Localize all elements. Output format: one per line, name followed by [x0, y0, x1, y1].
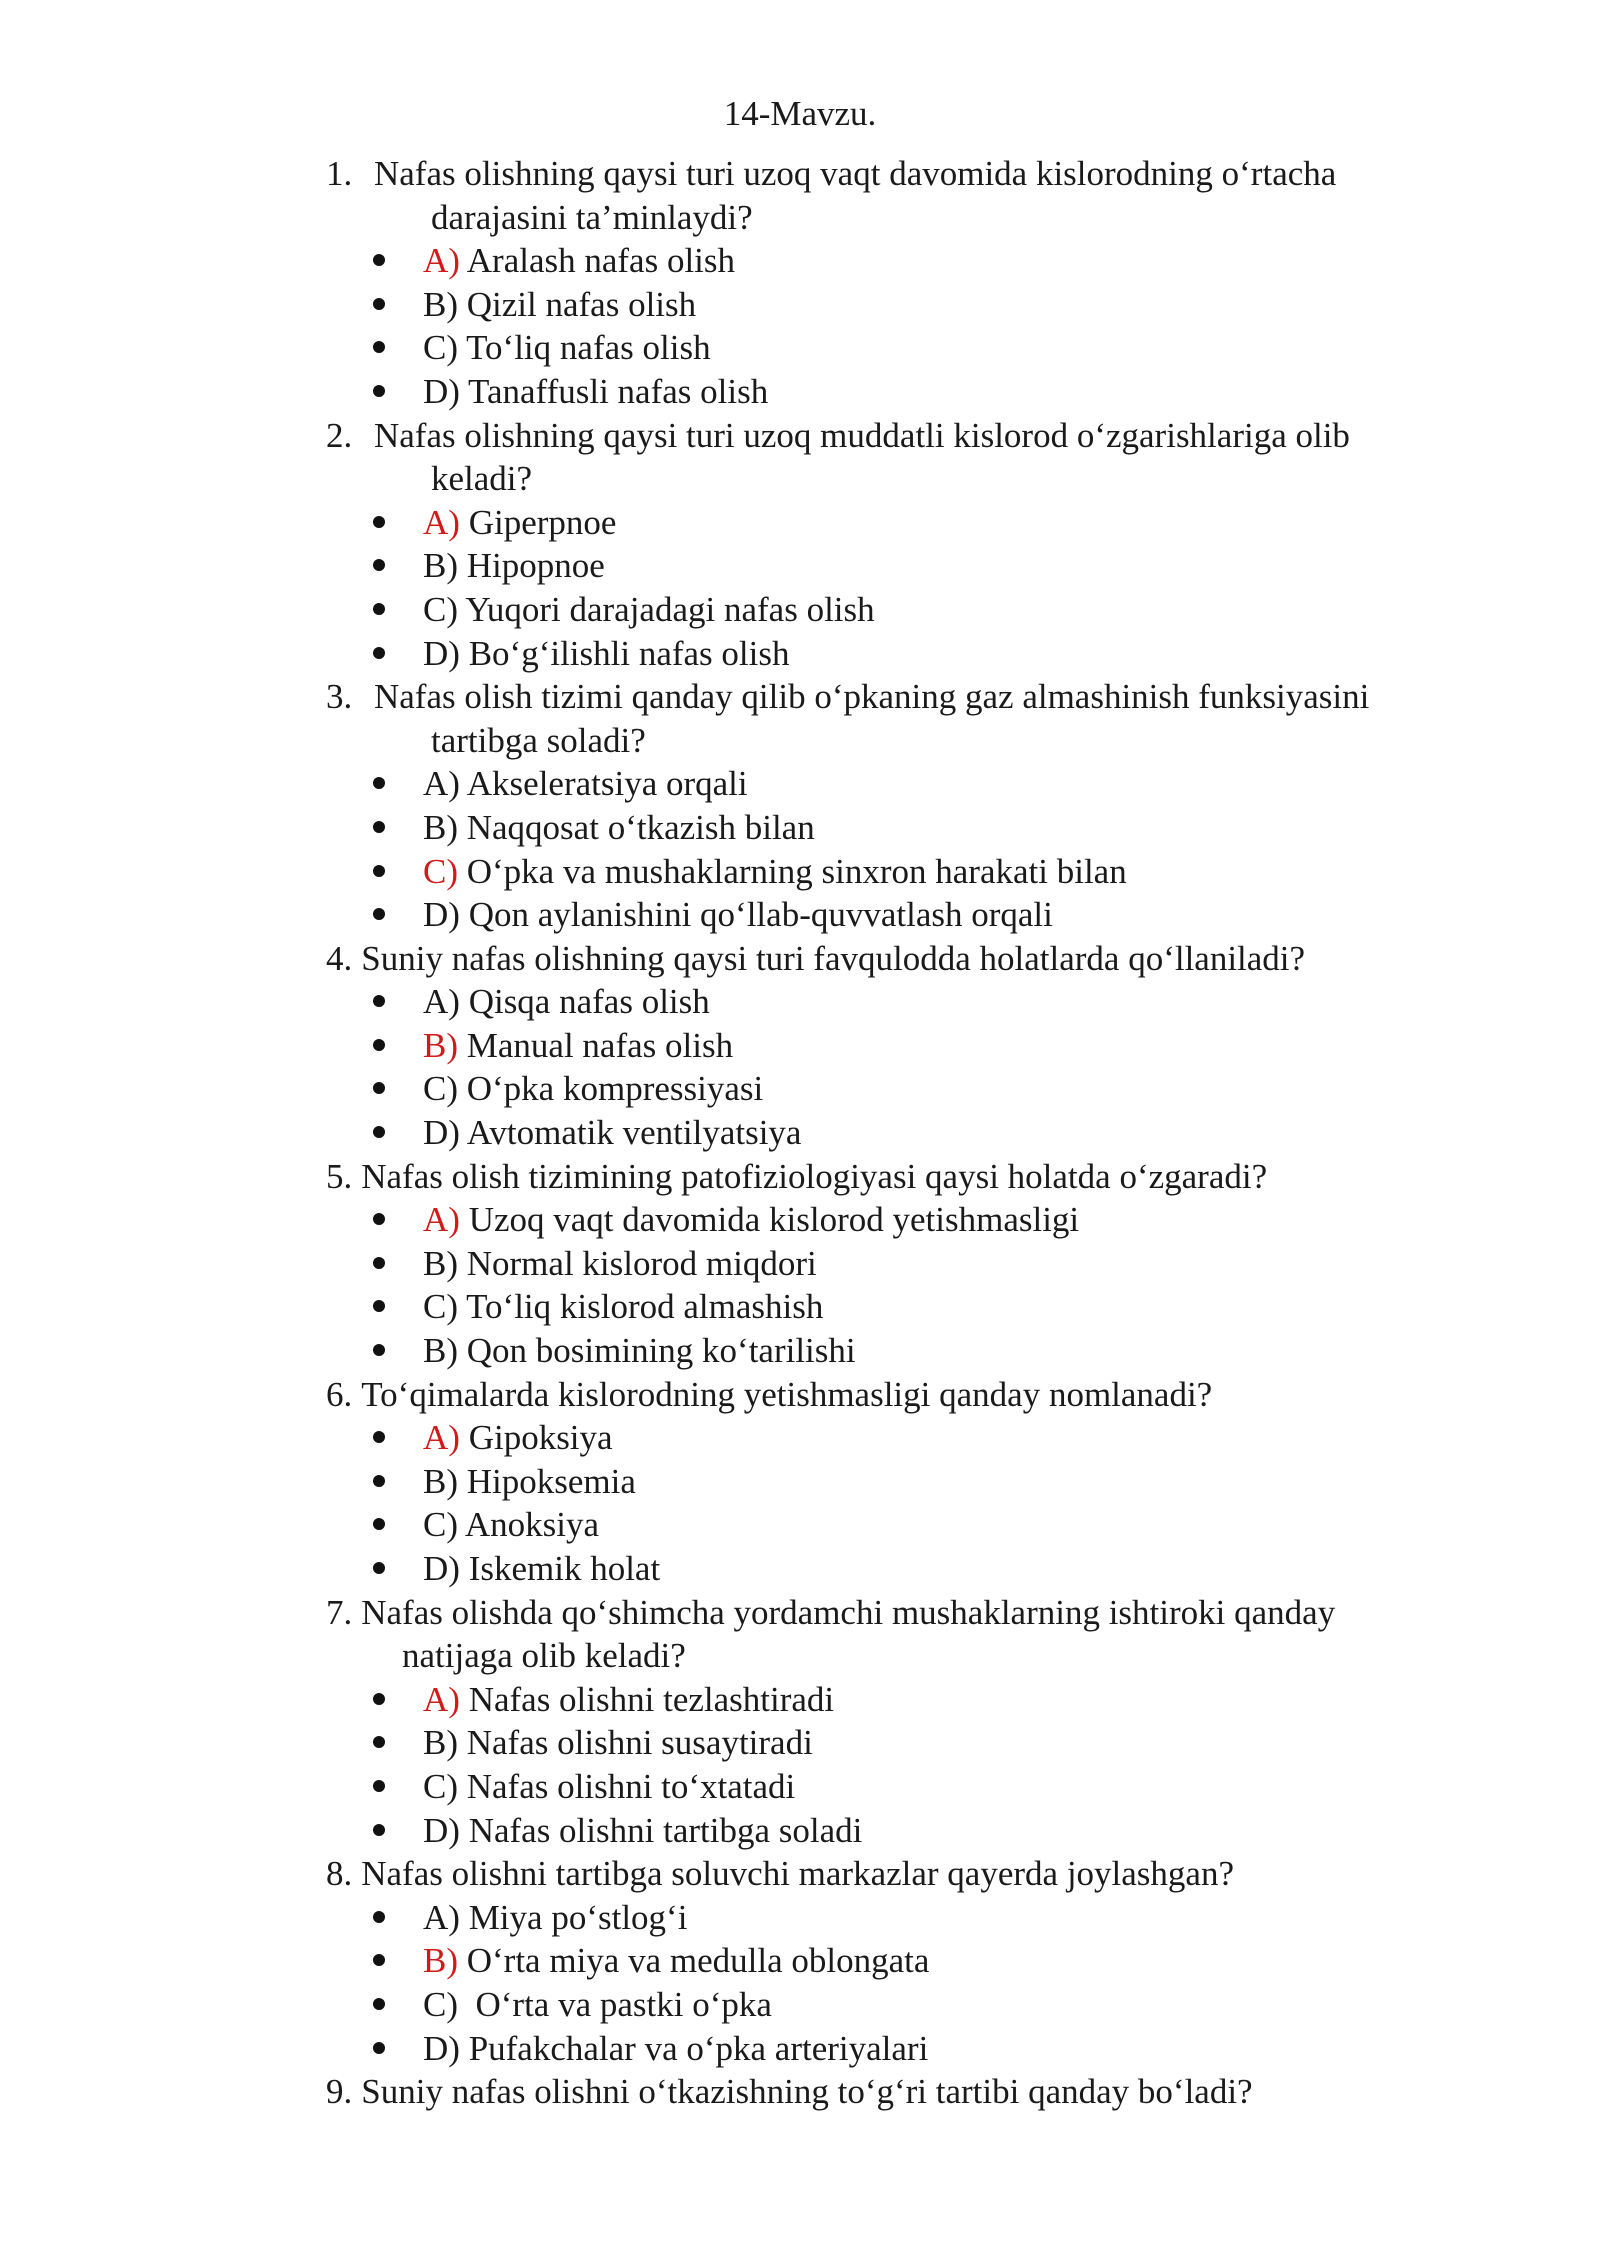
option-d: [326, 1111, 1506, 1155]
bullet-icon: [373, 1824, 385, 1836]
option-b: [326, 806, 1506, 850]
bullet-icon: [373, 1344, 385, 1356]
option-letter: D): [423, 633, 460, 673]
answer-options: [326, 501, 1506, 675]
option-text: Yuqori darajadagi nafas olish: [458, 589, 875, 629]
question-7: [326, 1591, 1506, 1853]
bullet-icon: [373, 1911, 385, 1923]
question-number: 3.: [326, 677, 353, 717]
question-text: Nafas olishda qo‘shimcha yordamchi mushaklarning ishtiroki qanday: [361, 1592, 1336, 1632]
option-text: To‘liq kislorod almashish: [458, 1287, 824, 1327]
option-letter: C): [423, 1505, 458, 1545]
question-number: 7.: [326, 1592, 353, 1632]
question-number: 6.: [326, 1374, 353, 1414]
question-text: Nafas olishni tartibga soluvchi markazlar qayerda joylashgan?: [361, 1854, 1234, 1894]
question-text: Suniy nafas olishni o‘tkazishning to‘g‘ri tartibi qanday bo‘ladi?: [361, 2072, 1253, 2112]
option-text: To‘liq nafas olish: [458, 328, 711, 368]
option-text: Nafas olishni tezlashtiradi: [459, 1679, 835, 1719]
bullet-icon: [373, 385, 385, 397]
question-9: [326, 2070, 1506, 2114]
bullet-icon: [373, 777, 385, 789]
option-c: [326, 588, 1506, 632]
option-text: Akseleratsiya orqali: [459, 764, 748, 804]
option-text: Normal kislorod miqdori: [458, 1243, 817, 1283]
option-letter: C): [423, 1287, 458, 1327]
option-letter-correct: A): [423, 502, 460, 542]
bullet-icon: [373, 1562, 385, 1574]
option-letter: D): [423, 895, 460, 935]
option-letter-correct: B): [423, 1025, 458, 1065]
option-text: Pufakchalar va o‘pka arteriyalari: [459, 2028, 929, 2068]
bullet-icon: [373, 1082, 385, 1094]
question-number: 9.: [326, 2072, 353, 2112]
option-letter: A): [423, 764, 460, 804]
answer-options: [326, 980, 1506, 1154]
question-text-continued: natijaga olib keladi?: [402, 1636, 686, 1676]
bullet-icon: [373, 908, 385, 920]
question-1: [326, 152, 1506, 414]
option-letter: B): [423, 1243, 458, 1283]
option-c: [326, 1285, 1506, 1329]
bullet-icon: [373, 1998, 385, 2010]
option-c: [326, 326, 1506, 370]
option-text: Naqqosat o‘tkazish bilan: [458, 807, 815, 847]
question-text: Nafas olishning qaysi turi uzoq vaqt davomida kislorodning o‘rtacha: [374, 154, 1337, 193]
page-title-text: 14-Mavzu.: [723, 94, 877, 133]
option-letter-correct: C): [423, 851, 458, 891]
option-c: [326, 1067, 1506, 1111]
option-letter: C): [423, 589, 458, 629]
bullet-icon: [373, 1213, 385, 1225]
option-b: [326, 1721, 1506, 1765]
option-c: [326, 850, 1506, 894]
question-8: [326, 1852, 1506, 2070]
bullet-icon: [373, 1475, 385, 1487]
option-letter: C): [423, 1984, 458, 2024]
option-letter: D): [423, 2028, 460, 2068]
option-letter-correct: B): [423, 1941, 458, 1981]
bullet-icon: [373, 865, 385, 877]
option-a: [326, 1416, 1506, 1460]
bullet-icon: [373, 2042, 385, 2054]
question-3: [326, 675, 1506, 937]
option-d: [326, 1809, 1506, 1853]
option-a: [326, 1678, 1506, 1722]
option-text: Aralash nafas olish: [459, 241, 736, 281]
option-b: [326, 1242, 1506, 1286]
option-text: Avtomatik ventilyatsiya: [459, 1113, 802, 1153]
option-text: Hipopnoe: [458, 546, 605, 586]
option-c: [326, 1765, 1506, 1809]
option-letter: C): [423, 1069, 458, 1109]
page-title: [0, 92, 1600, 136]
answer-options: [326, 239, 1506, 413]
bullet-icon: [373, 1518, 385, 1530]
bullet-icon: [373, 341, 385, 353]
option-b: [326, 283, 1506, 327]
option-text: Tanaffusli nafas olish: [459, 371, 769, 411]
option-text: Hipoksemia: [458, 1461, 636, 1501]
option-c: [326, 1503, 1506, 1547]
option-letter-correct: A): [423, 1200, 460, 1240]
option-b: [326, 1024, 1506, 1068]
option-text: Qizil nafas olish: [458, 284, 697, 324]
bullet-icon: [373, 559, 385, 571]
answer-options: [326, 1198, 1506, 1372]
bullet-icon: [373, 1693, 385, 1705]
option-text: Qisqa nafas olish: [459, 982, 710, 1022]
question-text: To‘qimalarda kislorodning yetishmasligi qanday nomlanadi?: [361, 1374, 1213, 1414]
question-number: 1.: [326, 154, 353, 193]
option-d: [326, 893, 1506, 937]
option-b: [326, 544, 1506, 588]
option-letter-correct: A): [423, 241, 460, 281]
option-text: Nafas olishni susaytiradi: [458, 1723, 813, 1763]
bullet-icon: [373, 1300, 385, 1312]
question-number: 4.: [326, 938, 353, 978]
option-text: Bo‘g‘ilishli nafas olish: [459, 633, 790, 673]
question-text: Nafas olishning qaysi turi uzoq muddatli kislorod o‘zgarishlariga olib: [374, 415, 1350, 455]
option-text: Nafas olishni to‘xtatadi: [458, 1766, 796, 1806]
option-text: Iskemik holat: [459, 1549, 661, 1588]
question-number: 8.: [326, 1854, 353, 1894]
question-2: [326, 414, 1506, 676]
question-6: [326, 1373, 1506, 1591]
question-text: Nafas olish tizimi qanday qilib o‘pkaning gaz almashinish funksiyasini: [374, 677, 1370, 717]
option-letter: B): [423, 1461, 458, 1501]
option-a: [326, 980, 1506, 1024]
question-number: 5.: [326, 1156, 353, 1196]
option-a: [326, 762, 1506, 806]
option-d: [326, 1547, 1506, 1591]
option-d: [326, 370, 1506, 414]
bullet-icon: [373, 254, 385, 266]
option-letter: D): [423, 1810, 460, 1850]
bullet-icon: [373, 821, 385, 833]
option-text: Anoksiya: [458, 1505, 599, 1545]
option-a: [326, 501, 1506, 545]
option-text: O‘rta miya va medulla oblongata: [458, 1941, 930, 1981]
bullet-icon: [373, 1780, 385, 1792]
bullet-icon: [373, 1736, 385, 1748]
question-text-continued: darajasini ta’minlaydi?: [431, 197, 753, 237]
bullet-icon: [373, 1431, 385, 1443]
option-letter: C): [423, 328, 458, 368]
answer-options: [326, 1416, 1506, 1590]
option-a: [326, 1896, 1506, 1940]
option-b: [326, 1939, 1506, 1983]
bullet-icon: [373, 1954, 385, 1966]
option-letter: B): [423, 807, 458, 847]
option-text: Nafas olishni tartibga soladi: [459, 1810, 863, 1850]
bullet-icon: [373, 1039, 385, 1051]
option-letter: A): [423, 982, 460, 1022]
option-letter: A): [423, 1897, 460, 1937]
option-c: [326, 1983, 1506, 2027]
option-letter: B): [423, 284, 458, 324]
question-5: [326, 1155, 1506, 1373]
option-letter: B): [423, 546, 458, 586]
option-letter: C): [423, 1766, 458, 1806]
option-letter: D): [423, 1113, 460, 1153]
option-text: Gipoksiya: [459, 1418, 613, 1458]
bullet-icon: [373, 1126, 385, 1138]
option-b: [326, 1460, 1506, 1504]
option-text: Manual nafas olish: [458, 1025, 734, 1065]
bullet-icon: [373, 298, 385, 310]
option-text: O‘pka kompressiyasi: [458, 1069, 764, 1109]
question-text-continued: tartibga soladi?: [431, 720, 646, 760]
option-letter-correct: A): [423, 1679, 460, 1719]
answer-options: [326, 762, 1506, 936]
answer-options: [326, 1678, 1506, 1852]
option-text: Qon bosimining ko‘tarilishi: [458, 1331, 856, 1371]
option-d: [326, 2027, 1506, 2071]
question-text-continued: keladi?: [431, 459, 533, 499]
option-letter-correct: A): [423, 1418, 460, 1458]
option-text: Miya po‘stlog‘i: [459, 1897, 688, 1937]
option-letter: B): [423, 1723, 458, 1763]
option-d: [326, 1329, 1506, 1373]
option-a: [326, 1198, 1506, 1242]
bullet-icon: [373, 995, 385, 1007]
bullet-icon: [373, 603, 385, 615]
option-letter: B): [423, 1331, 458, 1371]
bullet-icon: [373, 516, 385, 528]
option-d: [326, 632, 1506, 676]
option-letter: D): [423, 371, 460, 411]
question-4: [326, 937, 1506, 1155]
question-text: Suniy nafas olishning qaysi turi favqulodda holatlarda qo‘llaniladi?: [361, 938, 1306, 978]
option-text: O‘pka va mushaklarning sinxron harakati bilan: [458, 851, 1127, 891]
option-letter: D): [423, 1549, 460, 1588]
question-text: Nafas olish tizimining patofiziologiyasi qaysi holatda o‘zgaradi?: [361, 1156, 1268, 1196]
option-text: O‘rta va pastki o‘pka: [458, 1984, 772, 2024]
question-number: 2.: [326, 415, 353, 455]
option-a: [326, 239, 1506, 283]
answer-options: [326, 1896, 1506, 2070]
question-list: [326, 152, 1506, 2114]
bullet-icon: [373, 1257, 385, 1269]
option-text: Qon aylanishini qo‘llab-quvvatlash orqali: [459, 895, 1053, 935]
bullet-icon: [373, 647, 385, 659]
option-text: Uzoq vaqt davomida kislorod yetishmasligi: [459, 1200, 1080, 1240]
option-text: Giperpnoe: [459, 502, 617, 542]
